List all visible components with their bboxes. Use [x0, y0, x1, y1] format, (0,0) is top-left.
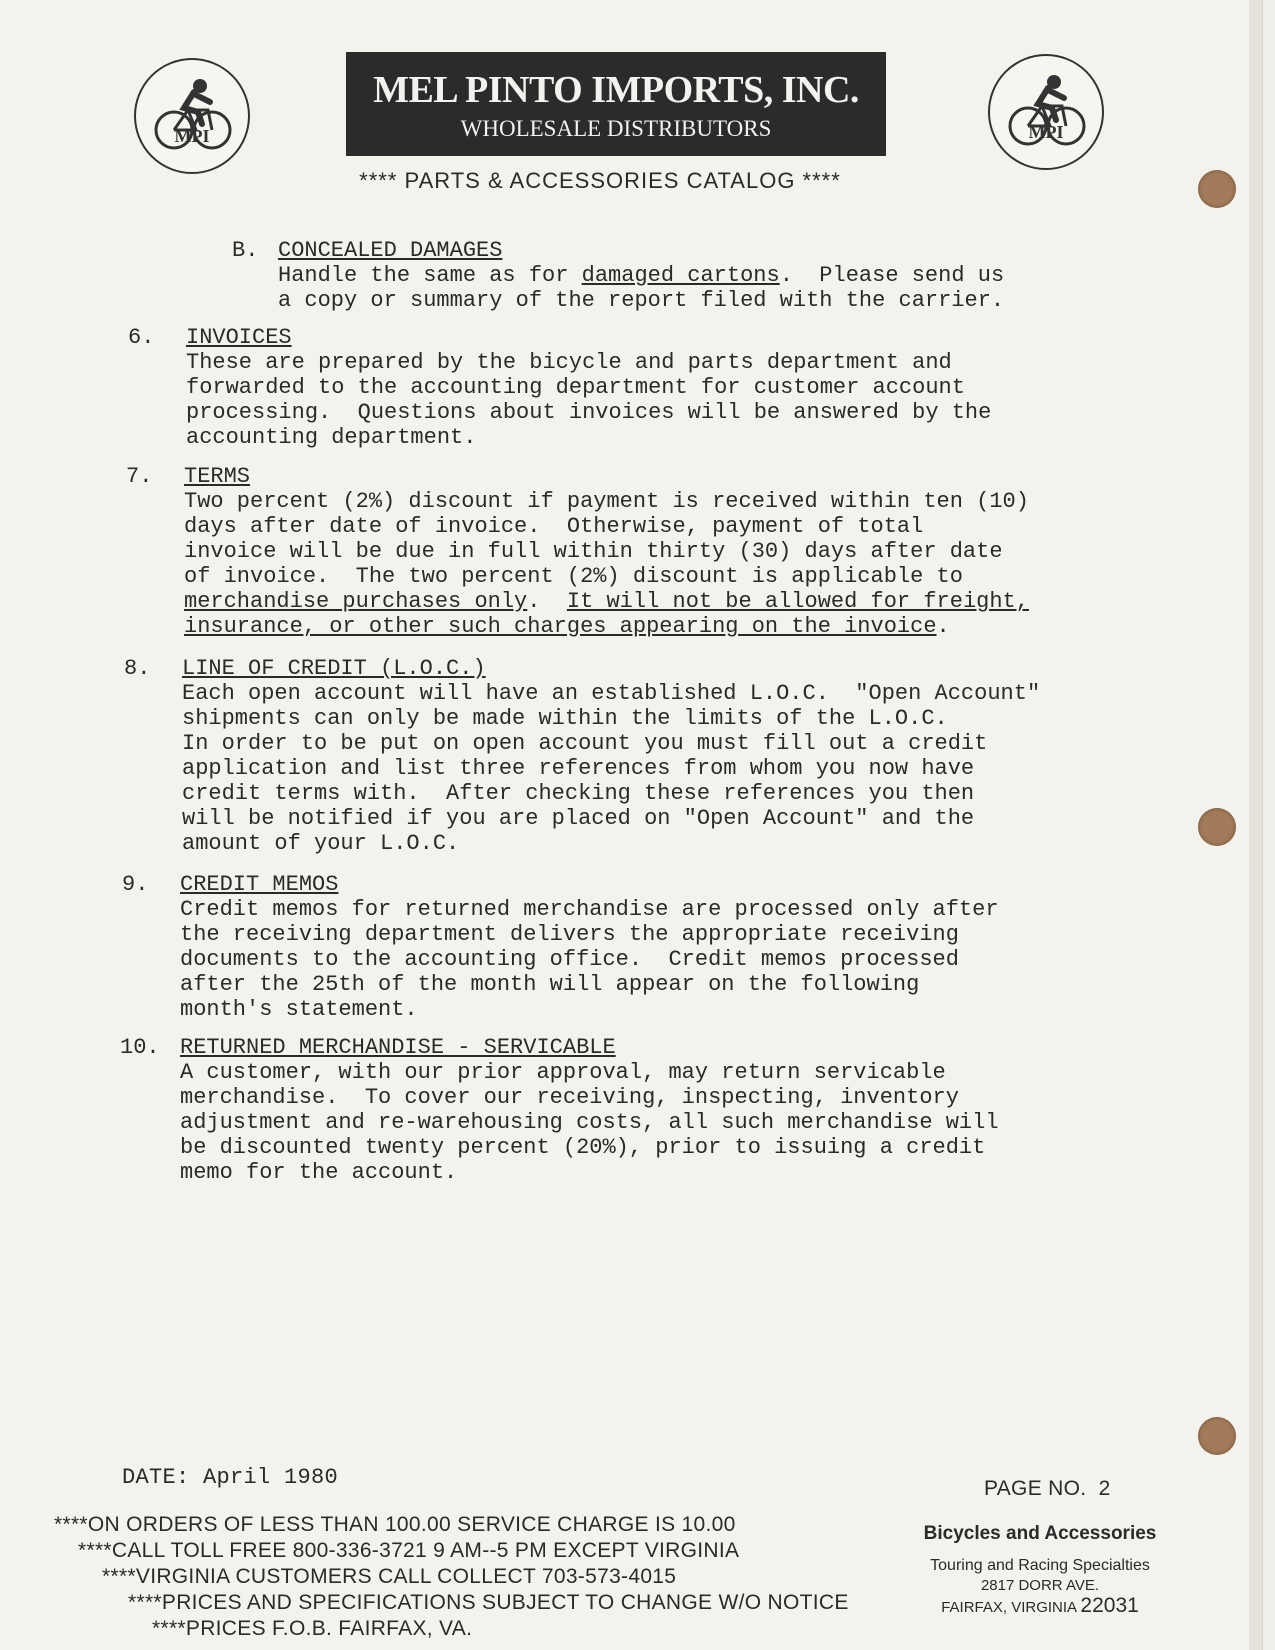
section-line: adjustment and re-warehousing costs, all such merchandise will: [180, 1110, 999, 1135]
notice-line: ****CALL TOLL FREE 800-336-3721 9 AM--5 PM EXCEPT VIRGINIA: [78, 1539, 740, 1562]
binder-hole: [1198, 1417, 1236, 1455]
cyclist-icon: [136, 60, 248, 172]
notice-line: ****ON ORDERS OF LESS THAN 100.00 SERVICE CHARGE IS 10.00: [54, 1513, 736, 1536]
section-line: Credit memos for returned merchandise are processed only after: [180, 897, 999, 922]
section-line: days after date of invoice. Otherwise, payment of total: [184, 514, 924, 539]
section-line: Two percent (2%) discount if payment is received within ten (10): [184, 489, 1029, 514]
section-number: B.: [232, 238, 259, 263]
notice-line: ****VIRGINIA CUSTOMERS CALL COLLECT 703-573-4015: [102, 1565, 677, 1588]
section-invoices: [186, 325, 991, 450]
section-credit-memos: [180, 872, 999, 1022]
cyclist-logo-right: [988, 54, 1104, 170]
section-returned-merchandise: [180, 1035, 999, 1185]
section-number: 8.: [124, 656, 151, 681]
section-line: merchandise purchases only. It will not be allowed for freight,: [184, 589, 1029, 614]
company-banner: [346, 52, 886, 156]
section-line: forwarded to the accounting department for customer account: [186, 375, 965, 400]
company-tagline: Bicycles and Accessories: [923, 1523, 1157, 1544]
company-street: 2817 DORR AVE.: [980, 1577, 1100, 1594]
company-specialties: Touring and Racing Specialties: [930, 1557, 1150, 1574]
section-line: accounting department.: [186, 425, 477, 450]
section-number: 9.: [122, 872, 149, 897]
section-number: 6.: [128, 325, 155, 350]
cyclist-icon: [990, 56, 1102, 168]
company-city: FAIRFAX, VIRGINIA 22031: [941, 1594, 1139, 1617]
catalog-title: **** PARTS & ACCESSORIES CATALOG ****: [359, 168, 841, 193]
section-line: processing. Questions about invoices will be answered by the: [186, 400, 992, 425]
section-heading: CREDIT MEMOS: [180, 872, 339, 897]
section-line: merchandise. To cover our receiving, inspecting, inventory: [180, 1085, 959, 1110]
company-subtitle: WHOLESALE DISTRIBUTORS: [460, 116, 772, 141]
section-line: the receiving department delivers the appropriate receiving: [180, 922, 959, 947]
notice-line: ****PRICES F.O.B. FAIRFAX, VA.: [152, 1617, 473, 1640]
section-number: 10.: [120, 1035, 160, 1060]
notice-line: ****PRICES AND SPECIFICATIONS SUBJECT TO CHANGE W/O NOTICE: [128, 1591, 849, 1614]
section-line: insurance, or other such charges appearing on the invoice.: [184, 614, 950, 639]
section-line: Handle the same as for damaged cartons. Please send us: [278, 263, 1005, 288]
section-number: 7.: [126, 464, 153, 489]
section-line: memo for the account.: [180, 1160, 458, 1185]
date-label: DATE:: [122, 1465, 190, 1490]
section-heading: CONCEALED DAMAGES: [278, 238, 503, 263]
section-line: be discounted twenty percent (20%), prior to issuing a credit: [180, 1135, 986, 1160]
section-line: month's statement.: [180, 997, 418, 1022]
section-heading: TERMS: [184, 464, 251, 489]
svg-text:MPI: MPI: [1028, 122, 1064, 142]
section-line: after the 25th of the month will appear on the following: [180, 972, 920, 997]
section-line: A customer, with our prior approval, may return servicable: [180, 1060, 946, 1085]
section-heading: LINE OF CREDIT (L.O.C.): [182, 656, 486, 681]
binder-hole: [1198, 170, 1236, 208]
section-heading: INVOICES: [186, 325, 292, 350]
section-line: amount of your L.O.C.: [182, 831, 460, 856]
section-line: shipments can only be made within the limits of the L.O.C.: [182, 706, 948, 731]
cyclist-logo-left: [134, 58, 250, 174]
section-line: application and list three references from whom you now have: [182, 756, 975, 781]
section-line: Each open account will have an established L.O.C. "Open Account": [182, 681, 1041, 706]
section-line: In order to be put on open account you must fill out a credit: [182, 731, 988, 756]
section-terms: [184, 464, 1029, 639]
date-value: April 1980: [203, 1465, 339, 1490]
date-line: [122, 1465, 338, 1490]
page-label: PAGE NO.: [984, 1477, 1087, 1500]
section-line: These are prepared by the bicycle and parts department and: [186, 350, 952, 375]
page-value: 2: [1098, 1477, 1111, 1500]
section-line: will be notified if you are placed on "Open Account" and the: [182, 806, 975, 831]
page-number: [984, 1477, 1111, 1501]
svg-text:MPI: MPI: [174, 126, 210, 146]
company-name: MEL PINTO IMPORTS, INC.: [373, 69, 859, 111]
section-line: a copy or summary of the report filed with the carrier.: [278, 288, 1005, 313]
section-line-of-credit: [182, 656, 1040, 856]
page-edge: [1249, 0, 1262, 1650]
company-info: [910, 1523, 1170, 1618]
binder-hole: [1198, 808, 1236, 846]
section-heading: RETURNED MERCHANDISE - SERVICABLE: [180, 1035, 616, 1060]
section-line: invoice will be due in full within thirty (30) days after date: [184, 539, 1003, 564]
section-line: credit terms with. After checking these references you then: [182, 781, 975, 806]
section-concealed-damages: [278, 238, 1004, 313]
section-line: of invoice. The two percent (2%) discount is applicable to: [184, 564, 963, 589]
section-line: documents to the accounting office. Credit memos processed: [180, 947, 959, 972]
